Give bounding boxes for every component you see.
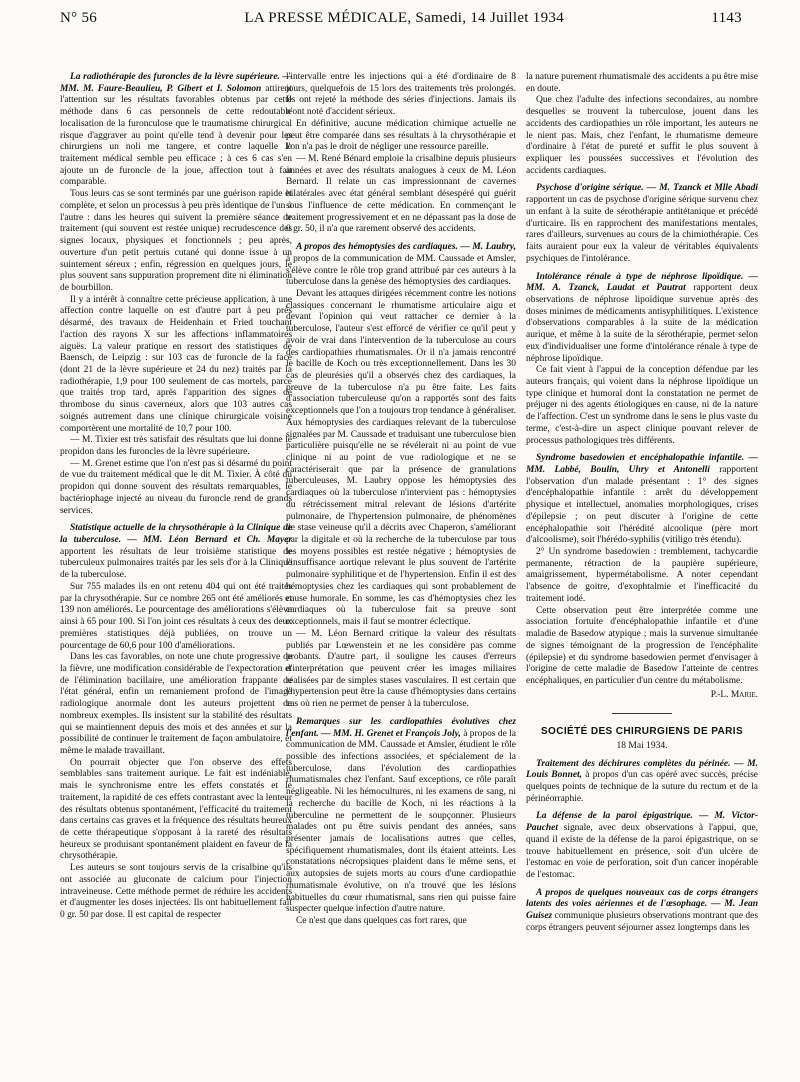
article-basedowien <box>526 453 758 547</box>
paragraph: Ce n'est que dans quelques cas fort rares, que <box>296 916 467 927</box>
paragraph: — M. Tixier est très satisfait des résultats que lui donne le propidon dans les furoncles de la lèvre supérieure. <box>60 435 292 457</box>
paragraph: — M. René Bénard emploie la crisalbine depuis plusieurs années et avec des résultats analogues à ceux de M. Léon Bernard. Il relate un cas impressionnant de cavernes bilatérales avec état général semblant désespéré qui guérit sous l'influence de cette médication. En commençant le traitement progressivement et en ne dépassant pas la dose de 0 gr. 50, il n'a que rarement observé des accidents. <box>286 154 516 235</box>
paragraph: Les auteurs se sont toujours servis de la crisalbine qu'ils ont associée au gluconate de calcium pour l'injection intraveineuse. Cette méthode permet de réduire les accidents et d'augmenter les doses injectées. Ils ont habituellement fait 0 gr. 50 par dose. Il est capital de respecter <box>60 863 292 921</box>
article-text: rapportent deux observations de néphrose lipoïdique survenue après des doses minimes de médicaments antisyphilitiques. L'existence d'observations comparables à la suite de la médication aurique, et même à la suite de la sérothérapie, permet selon eux d'individualiser une forme d'intolérance rénale à type de néphrose lipoïdique. <box>526 283 758 364</box>
article-intolerance <box>526 272 758 366</box>
article-text: apportent les résultats de leur troisième statistique de tuberculeux pulmonaires traités par les sels d'or à la Clinique de la tuberculose. <box>60 546 292 581</box>
paragraph: En définitive, aucune médication chimique actuelle ne peut être comparée dans ses résultats à la chrysothérapie et l'on n'a pas le droit de négliger une ressource pareille. <box>286 118 516 153</box>
article-corps-etrangers <box>526 888 758 935</box>
article-text: à propos d'un cas opéré avec succès, précise quelques points de technique de la suture du rectum et de la périnéorraphie. <box>526 770 758 804</box>
paragraph: Cette observation peut être interprétée comme une association fortuite d'encéphalopathie infantile et d'une maladie de Basedow atypique ; mais la survenue simultanée de signes témoignant de la progression de l'encéphalite (épilepsie) et du syndrome basedowien permet d'envisager à l'origine de cette maladie de Basedow l'atteinte de centres encéphaliques, en particulier d'un centre du métabolisme. <box>526 605 758 686</box>
article-title: La défense de la paroi épigastrique. — M. Victor-Pauchet <box>526 811 758 834</box>
page-header <box>60 10 742 40</box>
paragraph: Il y a intérêt à connaître cette précieuse application, à une affection contre laquelle on est d'autre part à peu près désarmé, des travaux de Heidenhain et Fried touchant l'action des rayons X sur les affections inflammatoires aiguës. La valeur pratique en ressort des statistiques de Baensch, de Leipzig : sur 103 cas de furoncle de la face (dont 21 de la lèvre supérieure et 24 du nez) traités par la radiothérapie, 1,9 pour 100 seulement de cas mortels, parce que traités trop tard, après l'apparition des signes de thrombose du sinus caverneux, alors que 103 autres cas soignés autrement dans une clinique chirurgicale voisine comportèrent une mortalité de 10,7 pour 100. <box>60 294 292 434</box>
paragraph: Tous leurs cas se sont terminés par une guérison rapide et complète, et selon un processus à peu près identique de l'un à l'autre : dans les heures qui suivent la première séance de traitement (qui souvent est restée unique) recrudescence des signes locaux, physiques et fonctionnels ; peu après, ouverture d'un petit pertuis cutané qui donne issue à un suintement séreux ; enfin, régression en quelques jours, le plus souvent sans suppuration proprement dite ni élimination de bourbillon. <box>60 189 292 293</box>
paragraph: 2° Un syndrome basedowien : tremblement, tachycardie permanente, rétraction de la paupière supérieure, amaigrissement, hypermétabolisme. A noter cependant l'absence de goitre, d'exophtalmie et l'inefficacité du traitement iodé. <box>526 547 758 604</box>
article-text: rapportent l'observation d'un malade présentant : 1° des signes d'encéphalopathie infantile : arrêt du développement physique et intellectuel, anomalies morphologiques, crises d'épilepsie ; on peut discuter à l'origine de cette encéphalopathie soit l'hérédité alcoolique (père mort d'alcoolisme), soit l'hérédo-syphilis (vitiligo très étendu). <box>526 465 758 546</box>
paragraph: Ce fait vient à l'appui de la conception défendue par les auteurs français, qui voient dans la néphrose lipoïdique un type clinique et humoral dont la constatation ne permet de préjuger ni des agents étiologiques en cause, ni de la nature de l'affection. C'est un syndrome dans le sens le plus vaste du terme, c'est-à-dire un aspect clinique pouvant relever de processus pathologiques très différents. <box>526 365 758 446</box>
journal-title: LA PRESSE MÉDICALE, Samedi, 14 Juillet 1934 <box>244 10 564 26</box>
article-psychose <box>526 183 758 265</box>
column-3 <box>526 72 758 1072</box>
author-signature: P.-L. Marie. <box>710 689 758 700</box>
column-2 <box>286 72 516 1072</box>
issue-number: N° 56 <box>60 10 98 26</box>
article-title: Remarques sur les cardiopathies évolutives chez l'enfant. — MM. H. Grenet et François Joly, <box>286 716 516 739</box>
article-paroi-epigastrique <box>526 811 758 881</box>
paragraph: Que chez l'adulte des infections secondaires, au nombre desquelles se trouvent la tuberculose, jouent dans les accidents des cardiopathies un rôle important, les auteurs ne le nient pas. Mais, chez l'enfant, le rhumatisme demeure d'ordinaire à l'état de pureté et suffit le plus souvent à expliquer les poussées successives et l'évolution des accidents cardiaques. <box>526 95 758 176</box>
article-title: A propos des hémoptysies des cardiaques. — M. Laubry, <box>296 242 516 253</box>
article-text: communique plusieurs observations montrant que des corps étrangers peuvent séjourner assez longtemps dans les <box>526 911 758 933</box>
article-cardiopathies <box>286 717 516 916</box>
paragraph: l'intervalle entre les injections qui a été d'ordinaire de 8 jours, quelquefois de 15 lors des traitements très prolongés. Ils ont rejeté la méthode des séries d'injections. Jamais ils n'ont noté d'accident sérieux. <box>286 72 516 118</box>
article-radiotherapie <box>60 72 292 189</box>
article-perinee <box>526 759 758 806</box>
article-title: Statistique actuelle de la chrysothérapie à la Clinique de la tuberculose. — MM. Léon Bernard et Ch. Mayer <box>60 523 292 546</box>
article-title: Syndrome basedowien et encéphalopathie infantile. — MM. Labbé, Boulin, Uhry et Antonelli <box>526 453 758 475</box>
article-title: Psychose d'origine sérique. — M. Tzanck et Mlle Abadi <box>536 183 758 194</box>
paragraph: — M. Grenet estime que l'on n'est pas si désarmé du point de vue du traitement médical que le dit M. Tixier. À côté du propidon qui donne souvent des résultats remarquables, le bactériophage injecté au niveau du furoncle rend de grands services. <box>60 458 292 516</box>
column-1 <box>60 72 292 1072</box>
paragraph: la nature purement rhumatismale des accidents a pu être mise en doute. <box>526 72 758 94</box>
article-text: signale, avec deux observations à l'appui, que, quand il existe de la défense de la paroi épigastrique, on se trouve habituellement en présence, soit d'un ulcère de l'estomac en voie de perforation, soit d'un cancer inopérable de l'estomac. <box>526 823 758 880</box>
article-title: A propos de quelques nouveaux cas de corps étrangers latents des voies aériennes et de l'œsophage. — M. Jean Guisez <box>526 887 758 922</box>
article-title: Traitement des déchirures complètes du périnée. — M. Louis Bonnet, <box>526 758 758 781</box>
paragraph: On pourrait objecter que l'on observe des effets semblables sans traitement aurique. Le fait est indéniable, mais le synchronisme entre les effets constatés et le traitement, la rapidité de ces effets contrastant avec la lenteur des résultats obtenus spontanément, l'efficacité du traitement dans certains cas graves et la fréquence des résultats heureux de cette thérapeutique s'opposant à la rareté des résultats heureux se produisant spontanément plaident en faveur de la chrysothérapie. <box>60 757 292 862</box>
section-date: 18 Mai 1934. <box>616 740 668 751</box>
paragraph: — M. Léon Bernard critique la valeur des résultats publiés par Lœwenstein et ne les considère pas comme probants. D'autre part, il souligne les causes d'erreurs d'interprétation que peuvent créer les images miliaires réalisées par de simples stases vasculaires. Il est certain que l'hypertension peut être la cause d'hémoptysies dans certains cas où rien ne permet de penser à la tuberculose. <box>286 628 516 710</box>
page-number: 1143 <box>711 10 742 26</box>
paragraph: Devant les attaques dirigées récemment contre les notions classiques concernant le rhumatisme articulaire aigu et devant l'opinion qui veut rattacher ce dernier à la tuberculose, l'auteur s'est efforcé de vérifier ce qu'il peut y avoir de vrai dans l'intervention de la tuberculose au cours des cardiopathies rhumatismales. Or il n'a jamais rencontré le bacille de Koch ou très exceptionnellement. Dans les 30 cas de pleurésies qu'il a observés chez des cardiaques, la preuve de la tuberculose n'a pu être faite. Les faits d'association tuberculeuse qu'on a rapportés sont des faits exceptionnels que l'on a toujours trop tendance à généraliser. Aux hémoptysies des cardiaques relevant de la tuberculose signalées par M. Caussade et traduisant une tuberculose bien particulière puisqu'elle ne se révélerait ni au point de vue clinique ni au point de vue radiologique et ne se caractériserait que par la présence de granulations tuberculeuses, M. Laubry oppose les hémoptysies des cardiaques où la tuberculose n'intervient pas : hémoptysies du rétrécissement mitral relevant de lésions d'artérite pulmonaire, de l'hypertension pulmonaire, de phénomènes de stase veineuse qu'il a décrits avec Chaperon, s'améliorant par la digitale et où la recherche de la tuberculose par tous les moyens possibles est restée négative ; hémoptysies de l'insuffisance aortique relevant le plus souvent de l'artérite pulmonaire syphilitique et de l'hypertension. Enfin il est des hémoptysies chez les cardiaques qui sont probablement de cause humorale. En somme, les cas d'hémoptysies chez les cardiaques où la tuberculose fait sa preuve sont exceptionnels, mais il faut se montrer éclectique. <box>286 288 516 628</box>
article-text: à propos de la communication de MM. Caussade et Amsler, s'élève contre le rôle trop grand attribué par ces auteurs à la tuberculose dans la genèse des hémoptysies des cardiaques. <box>286 253 516 288</box>
article-title: Intolérance rénale à type de néphrose lipoïdique. — MM. A. Tzanck, Laudat et Pautrat <box>526 271 758 294</box>
article-text: attirent l'attention sur les résultats favorables obtenus par cette méthode dans 6 cas personnels de cette redoutable localisation de la furonculose que le traumatisme chirurgical risque d'aggraver au point qu'elle tend à devenir pour les chirurgiens un noli me tangere, et contre laquelle le traitement médical semble peu efficace ; à ces 6 cas s'en ajoute un de furoncle de la joue, affection tout à fait comparable. <box>60 83 292 188</box>
article-text: à propos de la communication de MM. Caussade et Amsler, étudient le rôle possible des infections associées, et spécialement de la tuberculose, dans l'évolution des cardiopathies rhumatismales chez l'enfant. Sauf exceptions, ce rôle paraît négligeable. Ni les hémocultures, ni les examens de sang, ni la recherche du bacille de Koch, ni les réactions à la tuberculine ne permettent de le soupçonner. Plusieurs malades ont pu être suivis pendant des années, sans présenter jamais de localisations autres que celles, spécifiquement rhumatismales, dont ils étaient atteints. Les constatations nécropsiques plaident dans le même sens, et aux autopsies de sujets morts au cours d'une cardiopathie rhumatismale évolutive, on n'a trouvé que les lésions habituelles du cœur rhumatismal, sans rien qui puisse faire suspecter quelque infection d'autre nature. <box>286 728 516 915</box>
paragraph: Sur 755 malades ils en ont retenu 404 qui ont été traités par la chrysothérapie. Sur ce nombre 265 ont été améliorés et 139 non améliorés. Le pourcentage des améliorations s'élève ainsi à 65 pour 100. Si l'on joint ces résultats à ceux des deux premières statistiques déjà publiées, on trouve un pourcentage de 60,6 pour 100 d'améliorations. <box>60 581 292 651</box>
article-text: rapportent un cas de psychose d'origine sérique survenu chez un enfant à la suite de sérothérapie antitétanique et précédé d'urticaire. Ils en rapprochent des manifestations mentales, rares d'ailleurs, survenues au cours de la chimiothérapie. Ces faits auraient pour eux la valeur de véritables équivalents psychiques de l'intolérance. <box>526 195 758 264</box>
article-hemoptysies <box>286 242 516 289</box>
paragraph: Dans les cas favorables, on note une chute progressive de la fièvre, une modification considérable de l'expectoration et de l'élimination bacillaire, une amélioration frappante de l'état général, enfin un remaniement profond de l'image radiologique anormale dont les auteurs projettent de nombreux exemples. Ils insistent sur la stabilité des résultats qui se maintiennent depuis des mois et des années et sur la possibilité de continuer le traitement de façon ambulatoire, et même le malade travaillant. <box>60 652 292 756</box>
article-chrysotherapie <box>60 523 292 582</box>
article-title: La radiothérapie des furoncles de la lèvre supérieure. — MM. M. Faure-Beaulieu, P. Gibert et I. Solomon <box>60 72 292 94</box>
section-divider <box>612 713 672 714</box>
section-title: SOCIÉTÉ DES CHIRURGIENS DE PARIS <box>540 726 744 738</box>
